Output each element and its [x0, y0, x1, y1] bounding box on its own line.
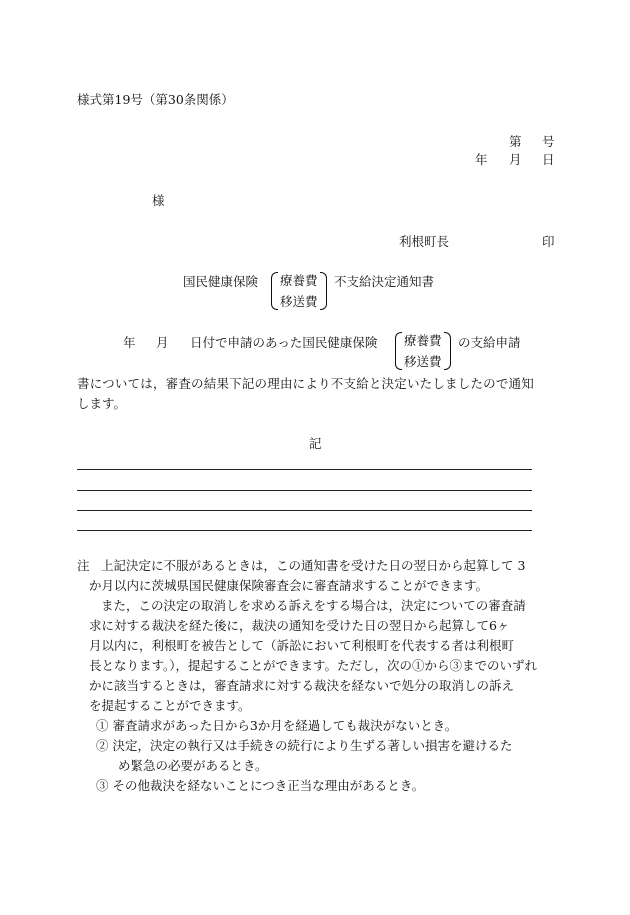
notes-line-2: か月以内に茨城県国民健康保険審査会に審査請求することができます。	[89, 578, 489, 593]
body-after: の支給申請	[458, 335, 521, 350]
notes-label: 注	[77, 558, 90, 573]
date-day: 日	[542, 152, 555, 167]
doc-number-dai: 第	[509, 134, 522, 149]
form-number: 様式第19号（第30条関係）	[77, 92, 234, 107]
seal-mark: 印	[542, 234, 555, 249]
ki-heading: 記	[309, 436, 322, 451]
left-brace	[271, 272, 278, 310]
notes-item-3: ③ その他裁決を経ないことにつき正当な理由があるとき。	[96, 778, 425, 793]
notes-line-4: 求に対する裁決を経た後に，裁決の通知を受けた日の翌日から起算して6ヶ	[89, 618, 510, 633]
notes-line-8: を提起することができます。	[89, 698, 251, 713]
body-month: 月	[156, 335, 169, 350]
date-year: 年	[475, 152, 488, 167]
reason-line-4	[77, 530, 532, 531]
notes-item-2b: め緊急の必要があるとき。	[118, 758, 268, 773]
body-option-isohi: 移送費	[404, 354, 442, 369]
body-date-part: 日付で申請のあった国民健康保険	[190, 335, 378, 350]
body-option-brace	[395, 332, 451, 370]
date-month: 月	[509, 152, 522, 167]
notes-line-3: また，この決定の取消しを求める訴えをする場合は，決定についての審査請	[101, 598, 526, 613]
notes-line-5: 月以内に，利根町を被告として（訴訟において利根町を代表する者は利根町	[89, 638, 515, 653]
title-option-isohi: 移送費	[280, 294, 318, 309]
body-line-3: します。	[77, 396, 127, 411]
reason-line-1	[77, 469, 532, 470]
doc-number-go: 号	[542, 134, 555, 149]
reason-line-3	[77, 510, 532, 511]
notes-item-2a: ② 決定，決定の執行又は手続きの続行により生ずる著しい損害を避けるた	[96, 738, 513, 753]
right-brace	[444, 332, 451, 370]
title-prefix: 国民健康保険	[183, 274, 259, 289]
addressee-suffix: 様	[152, 193, 165, 208]
reason-line-2	[77, 490, 532, 491]
title-option-brace	[271, 272, 327, 310]
body-option-ryoyohi: 療養費	[404, 333, 442, 348]
notes-line-6: 長となります。），提起することができます。ただし，次の①から③までのいずれ	[89, 658, 538, 673]
body-line-2: 書については，審査の結果下記の理由により不支給と決定いたしましたので通知	[77, 376, 534, 391]
title-suffix: 不支給決定通知書	[334, 274, 435, 289]
issuer-name: 利根町長	[399, 234, 450, 249]
notes-line-1: 上記決定に不服があるときは，この通知書を受けた日の翌日から起算して 3	[101, 558, 526, 573]
left-brace	[395, 332, 402, 370]
body-year: 年	[123, 335, 136, 350]
right-brace	[320, 272, 327, 310]
title-option-ryoyohi: 療養費	[280, 273, 318, 288]
notes-line-7: かに該当するときは，審査請求に対する裁決を経ないで処分の取消しの訴え	[89, 678, 515, 693]
notes-item-1: ① 審査請求があった日から3か月を経過しても裁決がないとき。	[96, 718, 458, 733]
